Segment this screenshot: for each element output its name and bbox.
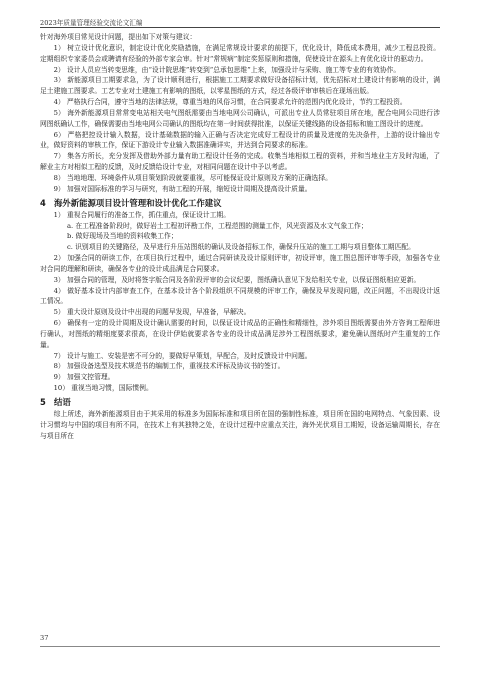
paragraph-item: 5） 海外新能源项目常常变电站相关电气图纸需要由当地电网公司确认，可派出专业人员常驻项目所在地，配合电网公司进行涉网图纸确认工作，确保需要由当地电网公司确认的图纸均在第一时间获得批准，以保证关键线路的设备招标和施工图设计的进度。 bbox=[40, 108, 440, 128]
section-title: 结语 bbox=[54, 397, 71, 407]
paragraph-item: 7） 集各方所长，充分发挥及借助外部力量有助工程设计任务的完成。收集当地相似工程的资料，并和当地业主方及时沟通，了解业主方对相似工程的反馈，及时反馈给设计专业，对相同问题在设计中予以考虑。 bbox=[40, 152, 440, 172]
list-item: 9） 加强文控管理。 bbox=[53, 373, 115, 382]
list-subitem: b. 做好现场及当地的资料收集工作； bbox=[67, 232, 178, 241]
header-rule bbox=[40, 27, 440, 28]
paragraph-item: 4） 严格执行合同，遵守当地的法律法规，尊重当地的风俗习惯，在合同要求允许的范围内优化设计，节约工程投资。 bbox=[53, 98, 407, 107]
paragraph-item: 8） 当地地理、环境条件从项目策划阶段就要重视，尽可能保证设计原则及方案的正确选择。 bbox=[53, 173, 332, 182]
list-subitem: a. 在工程准备阶段时，做好岩土工程初评勘工作，工程范围的测量工作，风光资源及水文气象工作； bbox=[67, 221, 368, 230]
list-item: 1） 重视合同履行的准备工作，抓住重点，保证设计工期。 bbox=[53, 210, 230, 219]
list-item: 6） 确保有一定的设计周期及设计确认需要的时间，以保证设计成品的正确性和精细性，涉外项目图纸需要由外方咨询工程师进行确认，对图纸的精细度要求很高，在设计伊始就要求各专业的设计成品满足涉外工程图纸要求，避免确认图纸时产生重复的工作量。 bbox=[40, 319, 440, 349]
page-number: 37 bbox=[40, 634, 49, 642]
section-title: 海外新能源项目设计管理和设计优化工作建议 bbox=[54, 197, 222, 208]
conclusion-paragraph: 综上所述，海外新能源项目由于其采用的标准多为国际标准和项目所在国的强制性标准，项目所在国的电网特点、气象因素、设计习惯均与中国的项目有所不同，在技术上有其独特之处，在设计过程中应重点关注，海外光伏项目工期短，设备运输周期长，存在与项目所在 bbox=[40, 410, 440, 440]
list-subitem: c. 识别项目的关键路径，及早进行升压站图纸的确认及设备招标工作，确保升压站的施工工期与项目整体工期匹配。 bbox=[67, 243, 415, 252]
footer-rule bbox=[40, 646, 440, 647]
section-number: 4 bbox=[40, 197, 46, 208]
paragraph-item: 6） 严格把控设计输入数据，设计基础数据的输入正确与否决定完成好工程设计的质量及进度的先决条件，上游的设计输出专业，做好资料的审核工作，保证下游设计专业输入数据准确详实，并达到合同要求的标准。 bbox=[40, 130, 440, 150]
paragraph-item: 9） 加强对国际标准的学习与研究，有助工程的开展，缩短设计周期及提高设计质量。 bbox=[53, 184, 312, 193]
section-number: 5 bbox=[40, 397, 46, 407]
page-content bbox=[40, 32, 440, 442]
list-item: 5） 重大设计原则及设计中出现的问题早发现，早准备，早解决。 bbox=[53, 308, 251, 317]
list-item: 10） 重视当地习惯，国际惯例。 bbox=[53, 384, 153, 393]
list-item: 7） 设计与施工、安装是密不可分的，要做好早策划，早配合，及时反馈设计中问题。 bbox=[53, 351, 312, 360]
section-heading-5 bbox=[40, 396, 440, 408]
paragraph-intro: 针对海外项目常见设计问题，提出如下对策与建议： bbox=[40, 33, 197, 41]
list-item: 2） 加强合同的研读工作，在项目执行过程中，通过合同研读及设计原则评审，初设评审，施工图总图评审等手段，加强各专业对合同的理解和研读，确保各专业的设计成品满足合同要求。 bbox=[40, 254, 440, 273]
list-item: 8） 加强设备选型及技术规范书的编制工作，重视技术评标及协议书的签订。 bbox=[53, 362, 285, 371]
paragraph-item: 1） 树立设计优化意识，制定设计优化奖励措施，在满足常规设计要求的前提下，优化设计，降低成本费用，减少工程总投资。定期组织专家委员会或聘请有经验的外部专家会审。针对“常规病”制定奖惩原则和措施，促使设计在源头上有优化设计的驱动力。 bbox=[40, 43, 440, 63]
section-heading-4 bbox=[40, 197, 440, 209]
list-item: 3） 加强合同的管理，及时将签字版合同及各阶段评审的会议纪要，图纸确认意见下发给相关专业，以保证图纸相应更新。 bbox=[53, 275, 421, 284]
list-item: 4） 做好基本设计内部审查工作，在基本设计各个阶段组织不同规模的评审工作，确保及早发现问题，改正问题，不出现设计返工情况。 bbox=[40, 286, 440, 306]
paragraph-item: 2） 设计人员应当转变思维，由“设计院思维”转变到“总承包思维”上来，加强设计与采购、施工等专业的有效协作。 bbox=[53, 65, 401, 74]
paragraph-item: 3） 新能源项目工期要求急，为了设计顺利进行，根据施工工期要求做好设备招标计划，优先招标对土建设计有影响的设计，满足土建施工图要求。工艺专业对土建施工有影响的图纸，以零星图纸的方式，经过各级评审审核后在现场出版。 bbox=[40, 76, 440, 96]
running-header: 2023年质量管理经验交流论文汇编 bbox=[40, 19, 143, 27]
